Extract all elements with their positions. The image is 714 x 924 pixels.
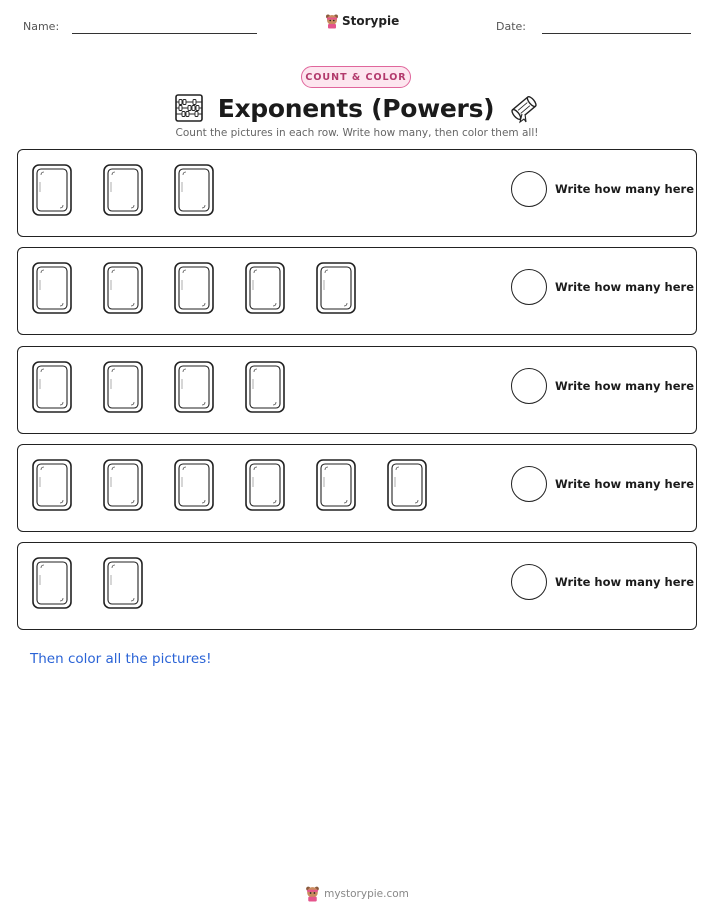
tablet-icon[interactable] [30, 555, 74, 611]
tablet-icon[interactable] [101, 457, 145, 513]
picture-group [30, 260, 358, 316]
picture-group [30, 162, 216, 218]
answer-prompt: Write how many here [555, 182, 694, 196]
count-row [17, 247, 697, 335]
tablet-icon[interactable] [314, 457, 358, 513]
tablet-icon[interactable] [30, 260, 74, 316]
bear-icon [325, 13, 339, 29]
instructions: Count the pictures in each row. Write how many, then color them all! [175, 127, 539, 139]
tablet-icon[interactable] [30, 359, 74, 415]
date-line[interactable] [542, 33, 691, 34]
picture-group [30, 555, 145, 611]
tablet-icon[interactable] [243, 359, 287, 415]
date-label: Date: [496, 20, 526, 33]
category-badge: COUNT & COLOR [301, 66, 411, 88]
name-label: Name: [23, 20, 60, 33]
answer-prompt: Write how many here [555, 575, 694, 590]
count-row [17, 444, 697, 532]
footer-note: Then color all the pictures! [30, 651, 212, 667]
tablet-icon[interactable] [30, 457, 74, 513]
tablet-icon[interactable] [30, 162, 74, 218]
answer-prompt: Write how many here [555, 280, 694, 295]
name-line[interactable] [72, 33, 257, 34]
tablet-icon[interactable] [243, 457, 287, 513]
title-row [0, 90, 714, 126]
answer-circle[interactable] [511, 368, 547, 404]
tablet-icon[interactable] [101, 162, 145, 218]
tablet-icon[interactable] [101, 260, 145, 316]
answer-circle[interactable] [511, 269, 547, 305]
page-title: Exponents (Powers) [217, 93, 495, 123]
tablet-icon[interactable] [243, 260, 287, 316]
abacus-icon [174, 93, 204, 123]
answer-prompt: Write how many here [555, 378, 694, 393]
picture-group [30, 359, 287, 415]
bear-icon [305, 885, 320, 902]
answer-circle[interactable] [511, 466, 547, 502]
tablet-icon[interactable] [172, 359, 216, 415]
tablet-icon[interactable] [101, 359, 145, 415]
answer-circle[interactable] [511, 564, 547, 600]
footer-url: mystorypie.com [324, 887, 409, 900]
tablet-icon[interactable] [172, 162, 216, 218]
tablet-icon[interactable] [385, 457, 429, 513]
answer-circle[interactable] [511, 171, 547, 207]
count-row [17, 149, 697, 237]
brand-name: Storypie [342, 14, 400, 28]
scroll-icon [508, 92, 540, 124]
count-row [17, 346, 697, 434]
tablet-icon[interactable] [172, 457, 216, 513]
tablet-icon[interactable] [101, 555, 145, 611]
tablet-icon[interactable] [314, 260, 358, 316]
count-row [17, 542, 697, 630]
answer-prompt: Write how many here [555, 476, 694, 491]
brand-logo [325, 13, 399, 29]
tablet-icon[interactable] [172, 260, 216, 316]
footer-brand [0, 885, 714, 902]
picture-group [30, 457, 429, 513]
